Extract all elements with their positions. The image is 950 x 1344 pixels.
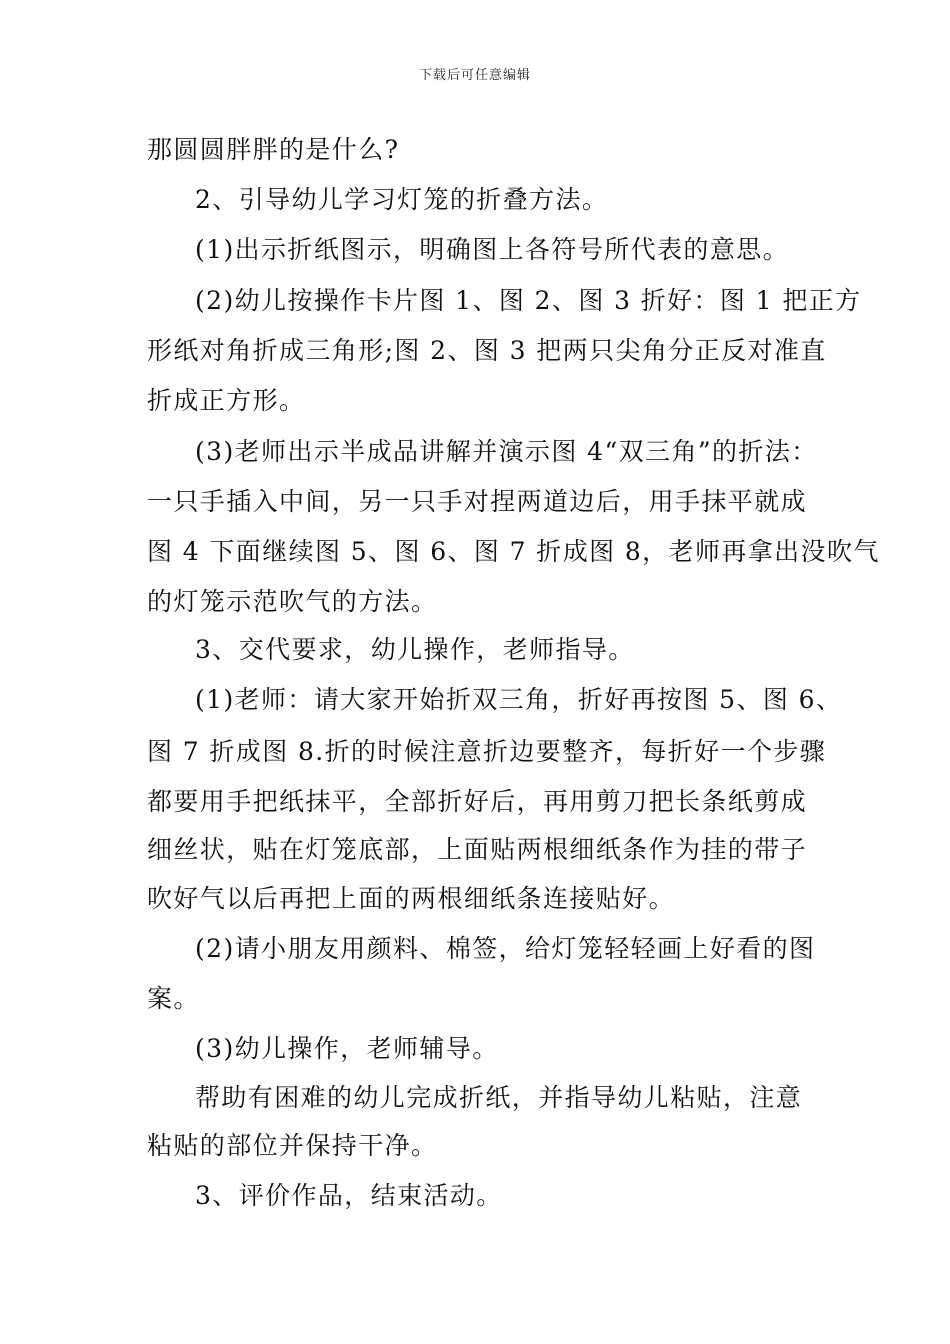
text-line: (1)出示折纸图示，明确图上各符号所代表的意思。 [195, 235, 790, 264]
text-line: (2)幼儿按操作卡片图 1、图 2、图 3 折好：图 1 把正方 [195, 286, 862, 315]
text-line: 吹好气以后再把上面的两根细纸条连接贴好。 [147, 884, 676, 913]
text-line: 一只手插入中间，另一只手对捏两道边后，用手抹平就成 [147, 487, 808, 516]
text-line: 那圆圆胖胖的是什么? [147, 135, 400, 164]
text-line: 粘贴的部位并保持干净。 [147, 1131, 438, 1160]
text-line: (1)老师：请大家开始折双三角，折好再按图 5、图 6、 [195, 685, 843, 714]
text-line: 案。 [147, 984, 200, 1013]
text-line: 3、评价作品，结束活动。 [195, 1181, 503, 1210]
text-line: 图 4 下面继续图 5、图 6、图 7 折成图 8，老师再拿出没吹气 [147, 537, 880, 566]
text-line: (3)老师出示半成品讲解并演示图 4“双三角”的折法： [195, 437, 818, 466]
page-header: 下载后可任意编辑 [418, 68, 531, 83]
text-line: (2)请小朋友用颜料、棉签，给灯笼轻轻画上好看的图 [195, 934, 816, 963]
text-line: 帮助有困难的幼儿完成折纸，并指导幼儿粘贴，注意 [195, 1083, 803, 1112]
text-line: 都要用手把纸抹平，全部折好后，再用剪刀把长条纸剪成 [147, 787, 808, 816]
text-line: 细丝状，贴在灯笼底部，上面贴两根细纸条作为挂的带子 [147, 835, 808, 864]
text-line: (3)幼儿操作，老师辅导。 [195, 1034, 499, 1063]
text-line: 折成正方形。 [147, 386, 306, 415]
text-line: 图 7 折成图 8.折的时候注意折边要整齐，每折好一个步骤 [147, 737, 827, 766]
text-line: 2、引导幼儿学习灯笼的折叠方法。 [195, 185, 609, 214]
text-line: 形纸对角折成三角形;图 2、图 3 把两只尖角分正反对准直 [147, 336, 827, 365]
text-line: 的灯笼示范吹气的方法。 [147, 587, 438, 616]
text-line: 3、交代要求，幼儿操作，老师指导。 [195, 635, 635, 664]
